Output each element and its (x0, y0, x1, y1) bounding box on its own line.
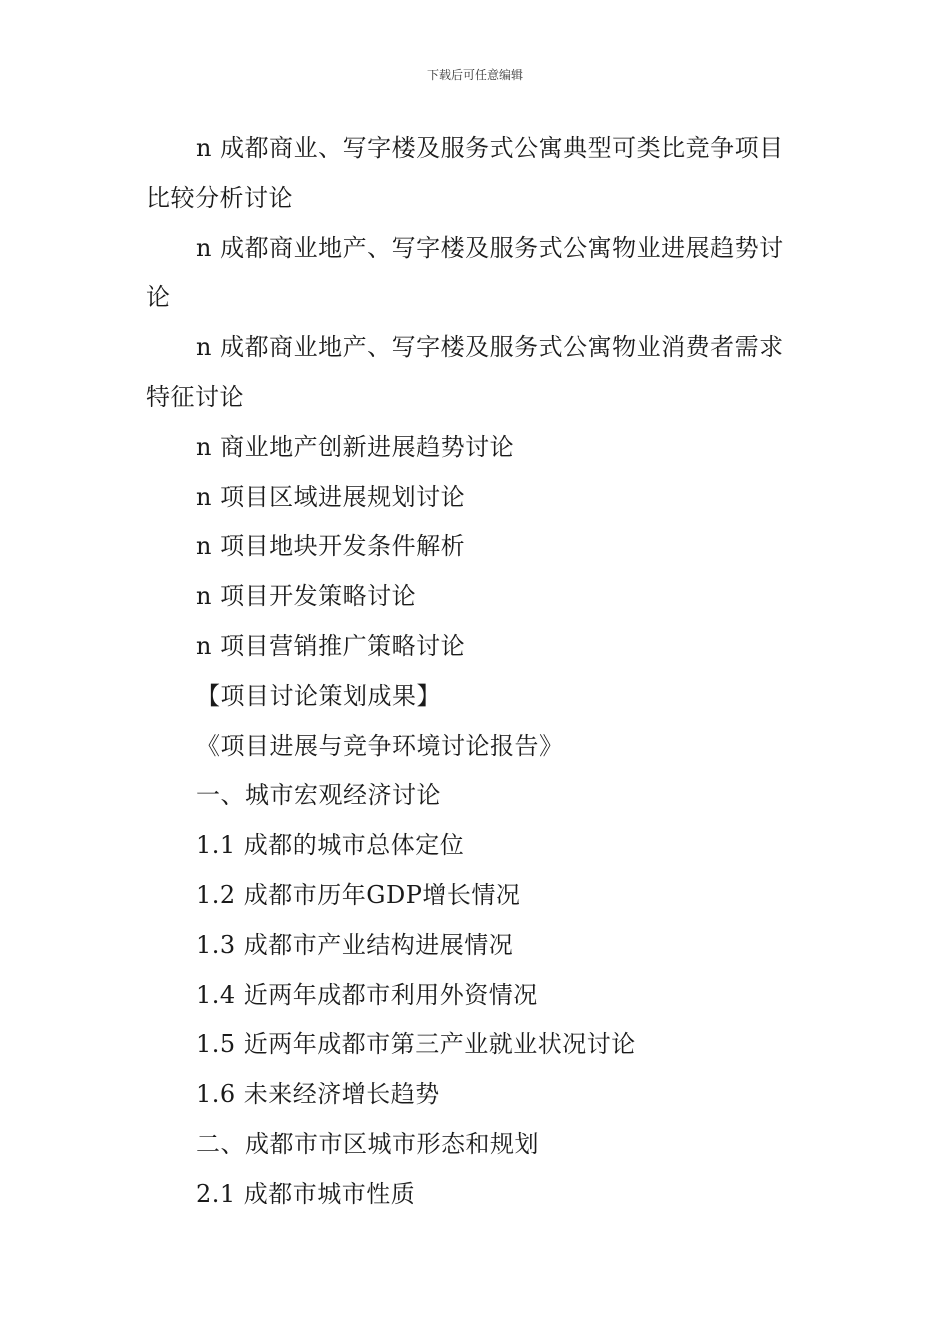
page-header: 下载后可任意编辑 (426, 68, 523, 82)
list-item: n 项目区域进展规划讨论 (196, 482, 466, 511)
toc-item: 2.1 成都市城市性质 (196, 1179, 416, 1208)
list-item: n 成都商业地产、写字楼及服务式公寓物业进展趋势讨论 (146, 233, 784, 312)
list-item: n 成都商业地产、写字楼及服务式公寓物业消费者需求特征讨论 (146, 333, 784, 411)
list-item: n 项目开发策略讨论 (196, 582, 417, 611)
toc-item: 1.5 近两年成都市第三产业就业状况讨论 (196, 1030, 636, 1059)
report-title: 《项目进展与竞争环境讨论报告》 (196, 731, 564, 760)
list-item: n 成都商业、写字楼及服务式公寓典型可类比竞争项目比较分析讨论 (146, 134, 784, 212)
chapter-heading: 一、城市宏观经济讨论 (196, 781, 441, 810)
toc-item: 1.6 未来经济增长趋势 (196, 1080, 440, 1109)
document-body (146, 124, 806, 1220)
section-heading: 【项目讨论策划成果】 (196, 681, 441, 710)
toc-item: 1.4 近两年成都市利用外资情况 (196, 980, 538, 1009)
toc-item: 1.3 成都市产业结构进展情况 (196, 930, 514, 959)
list-item: n 商业地产创新进展趋势讨论 (196, 432, 515, 461)
toc-item: 1.2 成都市历年GDP增长情况 (196, 880, 521, 909)
list-item: n 项目地块开发条件解析 (196, 532, 466, 561)
chapter-heading: 二、成都市市区城市形态和规划 (196, 1129, 539, 1158)
toc-item: 1.1 成都的城市总体定位 (196, 831, 465, 860)
list-item: n 项目营销推广策略讨论 (196, 631, 466, 660)
